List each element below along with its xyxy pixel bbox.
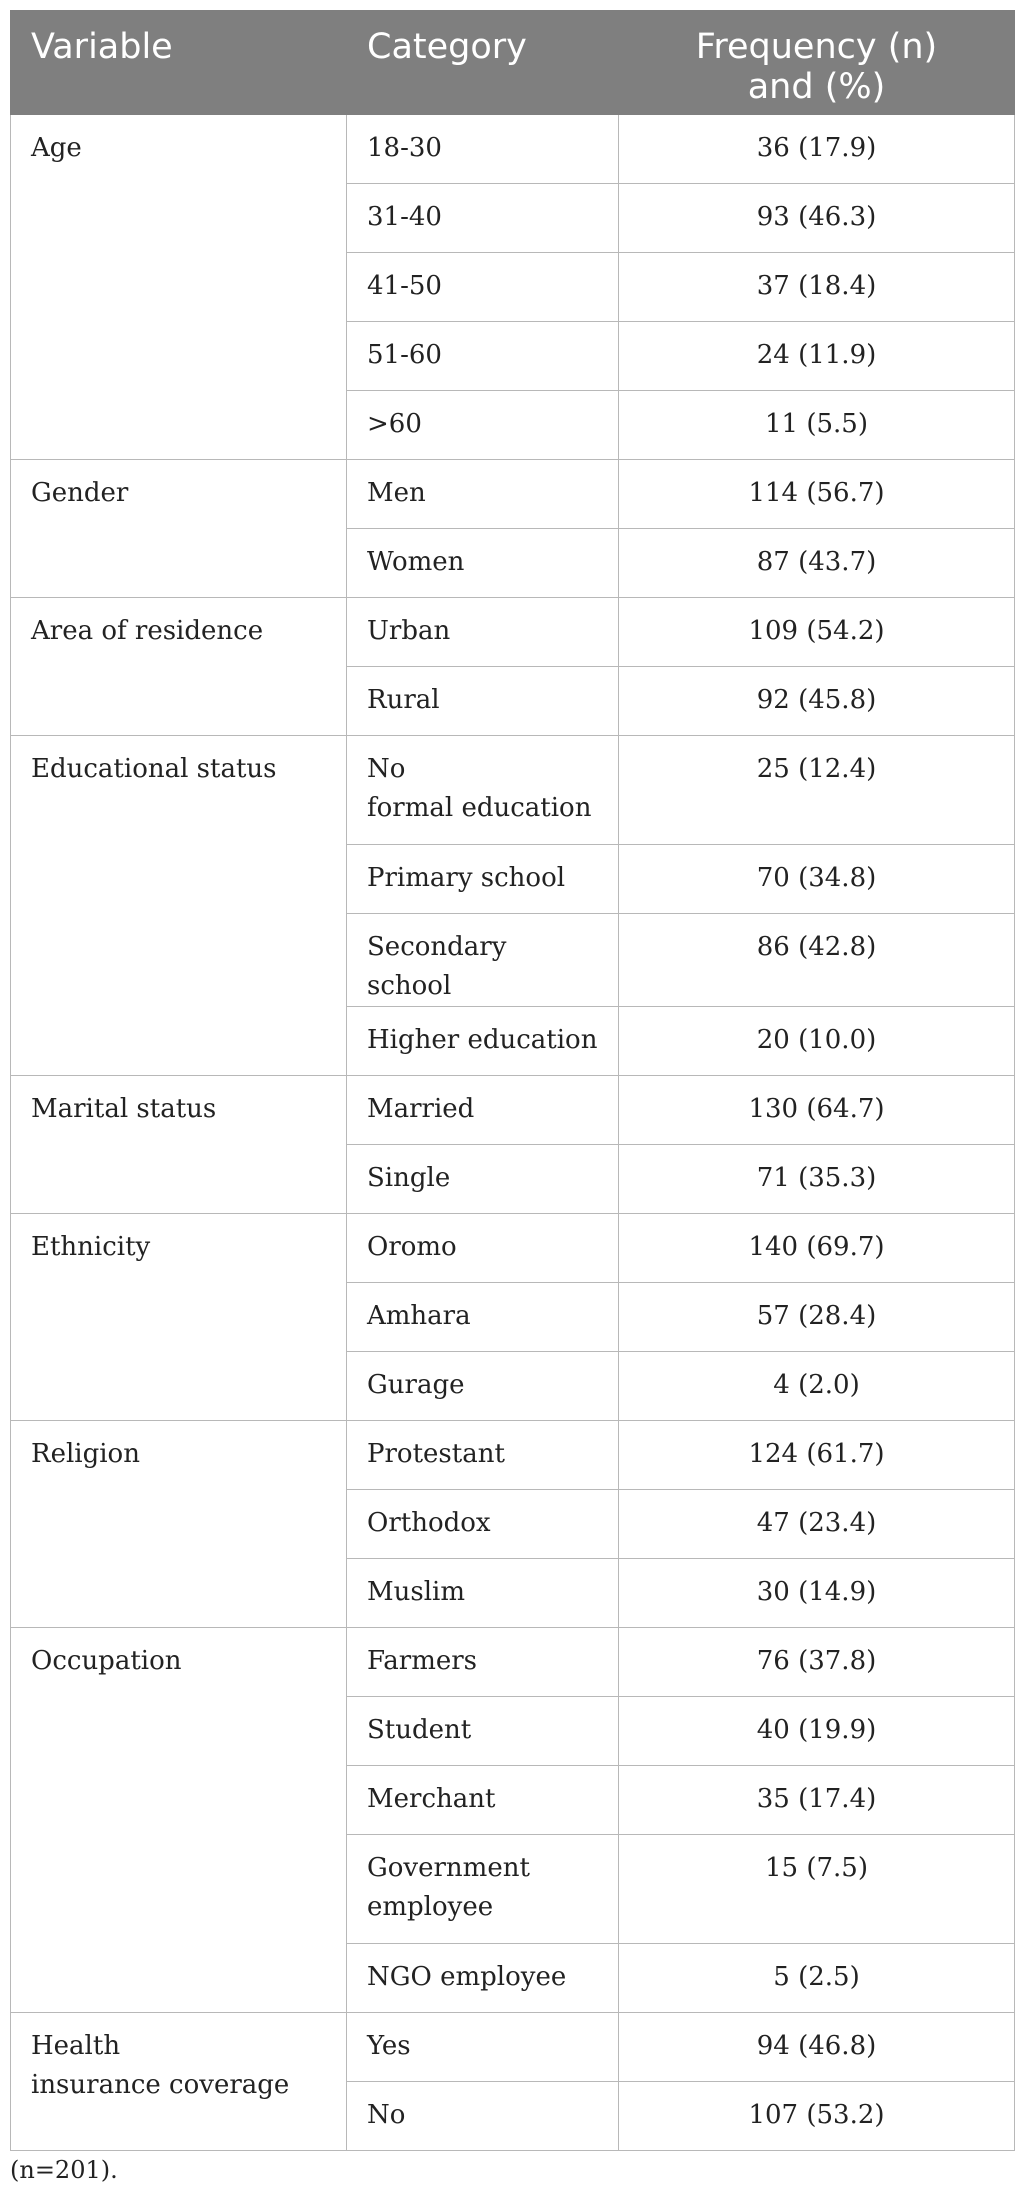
variable-cell: Health insurance coverage xyxy=(11,2013,347,2151)
category-cell: Rural xyxy=(347,667,619,736)
variable-cell: Age xyxy=(11,115,347,460)
frequency-cell: 86 (42.8) xyxy=(619,914,1015,1007)
frequency-cell: 15 (7.5) xyxy=(619,1835,1015,1944)
frequency-cell: 130 (64.7) xyxy=(619,1076,1015,1145)
variable-cell: Educational status xyxy=(11,736,347,1076)
table-row xyxy=(11,598,1015,667)
category-cell: Government employee xyxy=(347,1835,619,1944)
category-cell: Married xyxy=(347,1076,619,1145)
table-row xyxy=(11,1214,1015,1283)
frequency-cell: 25 (12.4) xyxy=(619,736,1015,845)
frequency-cell: 35 (17.4) xyxy=(619,1766,1015,1835)
frequency-cell: 109 (54.2) xyxy=(619,598,1015,667)
header-frequency: Frequency (n) and (%) xyxy=(619,11,1015,115)
category-cell: Single xyxy=(347,1145,619,1214)
category-cell: Protestant xyxy=(347,1421,619,1490)
category-cell: No formal education xyxy=(347,736,619,845)
frequency-cell: 71 (35.3) xyxy=(619,1145,1015,1214)
table-row xyxy=(11,2013,1015,2082)
frequency-cell: 5 (2.5) xyxy=(619,1944,1015,2013)
frequency-cell: 57 (28.4) xyxy=(619,1283,1015,1352)
table-row xyxy=(11,460,1015,529)
footnote: (n=201). xyxy=(10,2156,118,2184)
category-cell: Higher education xyxy=(347,1007,619,1076)
category-cell: 51-60 xyxy=(347,322,619,391)
frequency-cell: 4 (2.0) xyxy=(619,1352,1015,1421)
category-cell: 31-40 xyxy=(347,184,619,253)
category-cell: Orthodox xyxy=(347,1490,619,1559)
variable-cell: Area of residence xyxy=(11,598,347,736)
category-cell: NGO employee xyxy=(347,1944,619,2013)
table-row xyxy=(11,1421,1015,1490)
frequency-cell: 140 (69.7) xyxy=(619,1214,1015,1283)
category-cell: Gurage xyxy=(347,1352,619,1421)
frequency-cell: 87 (43.7) xyxy=(619,529,1015,598)
frequency-cell: 76 (37.8) xyxy=(619,1628,1015,1697)
variable-cell: Religion xyxy=(11,1421,347,1628)
table-row xyxy=(11,736,1015,845)
category-cell: Student xyxy=(347,1697,619,1766)
header-category: Category xyxy=(347,11,619,115)
category-cell: 18-30 xyxy=(347,115,619,184)
frequency-cell: 24 (11.9) xyxy=(619,322,1015,391)
variable-cell: Gender xyxy=(11,460,347,598)
frequency-cell: 70 (34.8) xyxy=(619,845,1015,914)
variable-cell: Ethnicity xyxy=(11,1214,347,1421)
category-cell: Amhara xyxy=(347,1283,619,1352)
frequency-cell: 37 (18.4) xyxy=(619,253,1015,322)
category-cell: Merchant xyxy=(347,1766,619,1835)
demographics-table xyxy=(10,10,1015,2151)
table-row xyxy=(11,1628,1015,1697)
category-cell: Secondary school xyxy=(347,914,619,1007)
frequency-cell: 36 (17.9) xyxy=(619,115,1015,184)
category-cell: Muslim xyxy=(347,1559,619,1628)
category-cell: >60 xyxy=(347,391,619,460)
frequency-cell: 11 (5.5) xyxy=(619,391,1015,460)
frequency-cell: 30 (14.9) xyxy=(619,1559,1015,1628)
frequency-cell: 93 (46.3) xyxy=(619,184,1015,253)
variable-cell: Occupation xyxy=(11,1628,347,2013)
category-cell: Farmers xyxy=(347,1628,619,1697)
table-row xyxy=(11,115,1015,184)
category-cell: Men xyxy=(347,460,619,529)
category-cell: Oromo xyxy=(347,1214,619,1283)
category-cell: Yes xyxy=(347,2013,619,2082)
frequency-cell: 94 (46.8) xyxy=(619,2013,1015,2082)
category-cell: No xyxy=(347,2082,619,2151)
category-cell: 41-50 xyxy=(347,253,619,322)
category-cell: Primary school xyxy=(347,845,619,914)
table-row xyxy=(11,1076,1015,1145)
frequency-cell: 40 (19.9) xyxy=(619,1697,1015,1766)
frequency-cell: 20 (10.0) xyxy=(619,1007,1015,1076)
frequency-cell: 92 (45.8) xyxy=(619,667,1015,736)
frequency-cell: 124 (61.7) xyxy=(619,1421,1015,1490)
frequency-cell: 107 (53.2) xyxy=(619,2082,1015,2151)
demographics-table-container xyxy=(10,10,1014,2151)
category-cell: Women xyxy=(347,529,619,598)
variable-cell: Marital status xyxy=(11,1076,347,1214)
category-cell: Urban xyxy=(347,598,619,667)
header-variable: Variable xyxy=(11,11,347,115)
frequency-cell: 114 (56.7) xyxy=(619,460,1015,529)
table-header-row xyxy=(11,11,1015,115)
frequency-cell: 47 (23.4) xyxy=(619,1490,1015,1559)
table-body xyxy=(11,115,1015,2151)
